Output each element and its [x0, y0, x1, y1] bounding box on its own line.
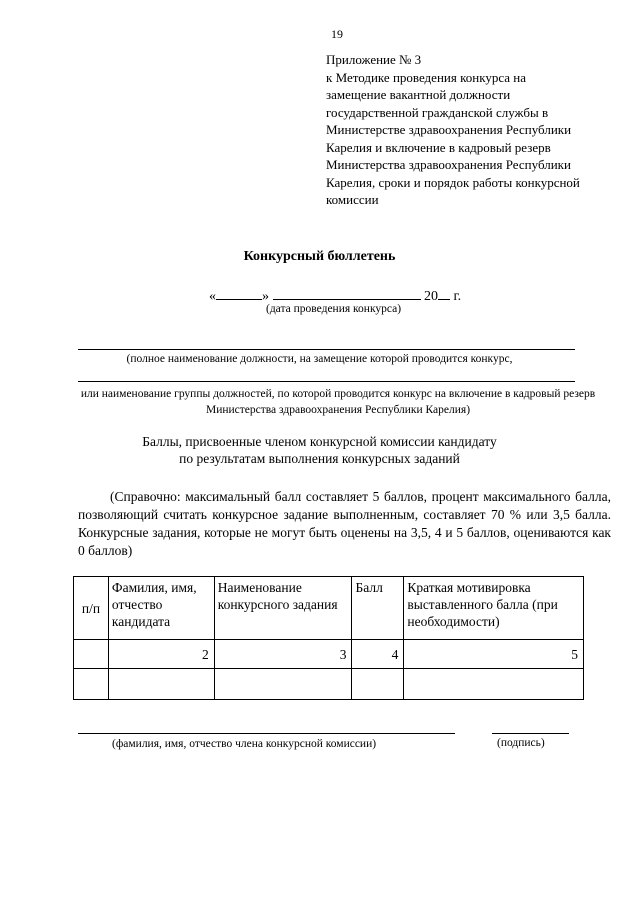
year-suffix: г.	[453, 289, 462, 304]
year-blank	[438, 286, 450, 300]
signature-caption: (подпись)	[497, 737, 545, 749]
header-task-name: Наименование конкурсного задания	[214, 577, 352, 640]
position-line-2	[78, 381, 575, 382]
column-number-3: 3	[214, 640, 352, 669]
header-candidate-name: Фамилия, имя, отчество кандидата	[108, 577, 214, 640]
close-quote: »	[262, 289, 269, 304]
appendix-line: к Методике проведения конкурса на	[326, 69, 527, 85]
scores-heading	[0, 433, 639, 467]
appendix-header	[326, 51, 626, 209]
empty-cell[interactable]	[108, 669, 214, 700]
appendix-line: комиссии	[326, 192, 379, 207]
open-quote: «	[209, 289, 216, 304]
appendix-line: Министерства здравоохранения Республики	[326, 157, 571, 172]
table-row	[74, 640, 584, 669]
reference-note	[78, 488, 611, 560]
document-title: Конкурсный бюллетень	[243, 249, 396, 264]
empty-cell[interactable]	[404, 669, 584, 700]
scores-heading-line: Баллы, присвоенные членом конкурсной комиссии кандидату	[142, 434, 497, 449]
column-number-2: 2	[108, 640, 214, 669]
day-blank	[216, 286, 262, 300]
name-signature-line	[78, 733, 455, 734]
appendix-line: Карелия и включение в кадровый резерв	[326, 139, 551, 155]
table-header-row	[74, 577, 584, 640]
page-number: 19	[331, 27, 343, 41]
header-score: Балл	[352, 577, 404, 640]
scores-heading-line: по результатам выполнения конкурсных заданий	[179, 451, 460, 466]
appendix-line: государственной гражданской службы в	[326, 104, 549, 120]
appendix-line: Карелия, сроки и порядок работы конкурсной	[326, 174, 580, 190]
column-number-1	[74, 640, 109, 669]
table-row	[74, 669, 584, 700]
position-caption-1: (полное наименование должности, на замещение которой проводится конкурс,	[126, 353, 513, 365]
column-number-5: 5	[404, 640, 584, 669]
reference-note-text: (Справочно: максимальный балл составляет 5 баллов, процент максимального балла, позволяющий считать конкурсное задание выполненным, составляет 70 % или 3,5 балла. Конкурсные задания, которые не могут быть оценены на 3,5, 4 и 5 баллов, оцениваются как 0 баллов)	[78, 489, 611, 558]
appendix-line: Министерстве здравоохранения Республики	[326, 122, 572, 137]
empty-cell[interactable]	[74, 669, 109, 700]
signature-line	[492, 733, 569, 734]
name-caption: (фамилия, имя, отчество члена конкурсной комиссии)	[112, 738, 377, 750]
date-caption: (дата проведения конкурса)	[266, 303, 402, 315]
month-blank	[273, 286, 421, 300]
position-line-1	[78, 349, 575, 350]
empty-cell[interactable]	[214, 669, 352, 700]
ballot-table	[73, 576, 584, 700]
appendix-line: замещение вакантной должности	[326, 87, 511, 102]
year-prefix: 20	[424, 289, 438, 304]
header-motivation: Краткая мотивировка выставленного балла (при необходимости)	[404, 577, 584, 640]
header-number: п/п	[74, 577, 109, 640]
column-number-4: 4	[352, 640, 404, 669]
position-caption-2: или наименование группы должностей, по которой проводится конкурс на включение в кадровый резерв Министерства здравоохранения Республики Карелия)	[80, 388, 596, 416]
empty-cell[interactable]	[352, 669, 404, 700]
appendix-line: Приложение № 3	[326, 52, 422, 67]
